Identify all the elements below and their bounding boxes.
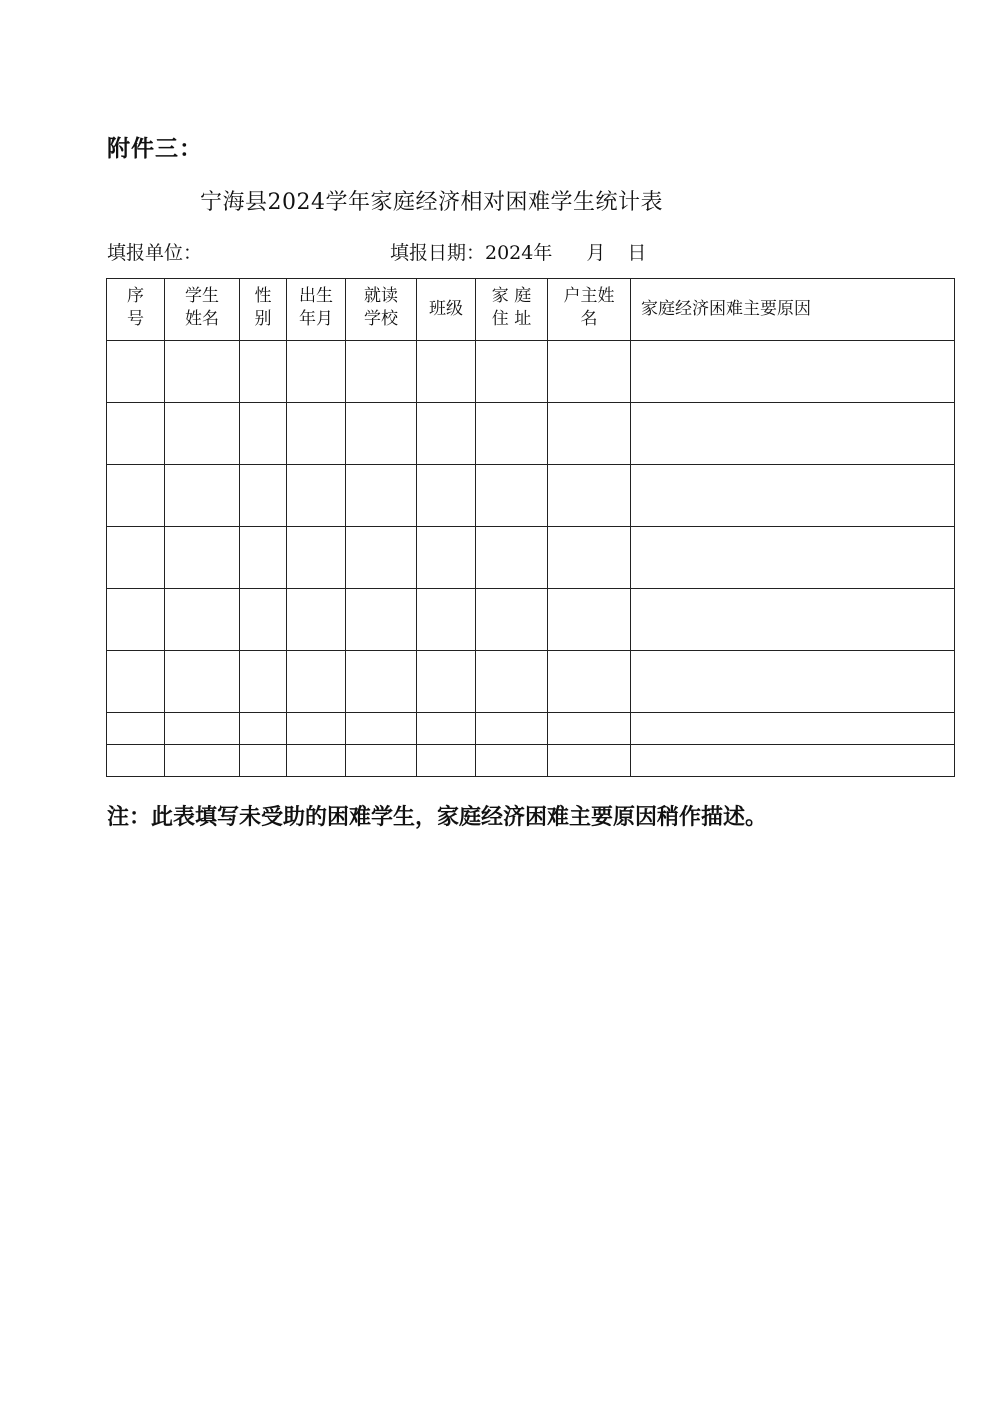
- table-cell[interactable]: [417, 527, 476, 589]
- fill-unit-label: 填报单位：: [107, 242, 203, 264]
- table-cell[interactable]: [287, 713, 346, 745]
- header-class: 班级: [417, 279, 476, 341]
- table-row: [107, 589, 955, 651]
- table-row: [107, 341, 955, 403]
- table-cell[interactable]: [165, 403, 240, 465]
- table-cell[interactable]: [107, 651, 165, 713]
- table-cell[interactable]: [346, 341, 417, 403]
- table-cell[interactable]: [165, 465, 240, 527]
- table-cell[interactable]: [240, 527, 287, 589]
- table-cell[interactable]: [346, 745, 417, 777]
- table-cell[interactable]: [287, 403, 346, 465]
- table-row: [107, 713, 955, 745]
- footnote: 注：此表填写未受助的困难学生，家庭经济困难主要原因稍作描述。: [107, 805, 768, 830]
- table-cell[interactable]: [346, 403, 417, 465]
- table-cell[interactable]: [107, 403, 165, 465]
- table-cell[interactable]: [417, 589, 476, 651]
- table-row: [107, 465, 955, 527]
- table-cell[interactable]: [548, 745, 631, 777]
- table-cell[interactable]: [165, 589, 240, 651]
- table-row: [107, 651, 955, 713]
- header-student-name: 学生姓名: [165, 279, 240, 341]
- table-cell[interactable]: [417, 713, 476, 745]
- table-cell[interactable]: [548, 713, 631, 745]
- table-cell[interactable]: [346, 589, 417, 651]
- header-home-address: 家 庭住 址: [476, 279, 548, 341]
- header-household-head: 户主姓名: [548, 279, 631, 341]
- table-cell[interactable]: [165, 745, 240, 777]
- table-cell[interactable]: [287, 465, 346, 527]
- table-header-row: [107, 279, 955, 341]
- header-index: 序号: [107, 279, 165, 341]
- header-gender: 性别: [240, 279, 287, 341]
- table-cell[interactable]: [287, 527, 346, 589]
- table-cell[interactable]: [476, 589, 548, 651]
- table-row: [107, 745, 955, 777]
- table-cell[interactable]: [346, 651, 417, 713]
- fill-date-day: 日: [627, 242, 647, 264]
- table-cell[interactable]: [240, 465, 287, 527]
- table-cell[interactable]: [631, 403, 955, 465]
- table-cell[interactable]: [240, 403, 287, 465]
- student-stats-table: [106, 278, 955, 777]
- table-cell[interactable]: [548, 465, 631, 527]
- attachment-label: 附件三：: [107, 136, 203, 162]
- fill-date-label: 填报日期：2024年: [390, 242, 553, 264]
- table-cell[interactable]: [476, 527, 548, 589]
- table-cell[interactable]: [417, 465, 476, 527]
- table-cell[interactable]: [476, 713, 548, 745]
- table-cell[interactable]: [107, 745, 165, 777]
- table-row: [107, 403, 955, 465]
- table-cell[interactable]: [548, 651, 631, 713]
- header-birth-date: 出生年月: [287, 279, 346, 341]
- table-cell[interactable]: [631, 745, 955, 777]
- table-cell[interactable]: [240, 745, 287, 777]
- table-cell[interactable]: [346, 713, 417, 745]
- table-cell[interactable]: [287, 651, 346, 713]
- header-school: 就读学校: [346, 279, 417, 341]
- table-cell[interactable]: [631, 713, 955, 745]
- document-title: 宁海县2024学年家庭经济相对困难学生统计表: [200, 190, 663, 215]
- table-cell[interactable]: [631, 589, 955, 651]
- table-cell[interactable]: [548, 527, 631, 589]
- table-cell[interactable]: [165, 713, 240, 745]
- table-cell[interactable]: [165, 651, 240, 713]
- table-cell[interactable]: [240, 589, 287, 651]
- table-cell[interactable]: [165, 341, 240, 403]
- table-cell[interactable]: [107, 589, 165, 651]
- table-cell[interactable]: [548, 341, 631, 403]
- table-cell[interactable]: [476, 651, 548, 713]
- table-cell[interactable]: [417, 341, 476, 403]
- table-cell[interactable]: [476, 341, 548, 403]
- table-cell[interactable]: [631, 341, 955, 403]
- table-cell[interactable]: [476, 745, 548, 777]
- table-cell[interactable]: [287, 745, 346, 777]
- table-cell[interactable]: [107, 341, 165, 403]
- table-row: [107, 527, 955, 589]
- table-cell[interactable]: [631, 465, 955, 527]
- table-cell[interactable]: [548, 403, 631, 465]
- table-cell[interactable]: [476, 465, 548, 527]
- table-cell[interactable]: [287, 341, 346, 403]
- header-hardship-reason: 家庭经济困难主要原因: [631, 279, 955, 341]
- table-cell[interactable]: [240, 341, 287, 403]
- table-cell[interactable]: [107, 465, 165, 527]
- table-cell[interactable]: [107, 713, 165, 745]
- table-cell[interactable]: [548, 589, 631, 651]
- fill-date-line: [390, 238, 646, 265]
- table-cell[interactable]: [107, 527, 165, 589]
- table-cell[interactable]: [631, 527, 955, 589]
- table-cell[interactable]: [631, 651, 955, 713]
- table-cell[interactable]: [346, 527, 417, 589]
- table-cell[interactable]: [417, 651, 476, 713]
- table-cell[interactable]: [476, 403, 548, 465]
- table-cell[interactable]: [287, 589, 346, 651]
- table-cell[interactable]: [417, 745, 476, 777]
- table-cell[interactable]: [346, 465, 417, 527]
- table-cell[interactable]: [165, 527, 240, 589]
- fill-date-month: 月: [586, 242, 606, 264]
- table-cell[interactable]: [417, 403, 476, 465]
- table-cell[interactable]: [240, 713, 287, 745]
- table-cell[interactable]: [240, 651, 287, 713]
